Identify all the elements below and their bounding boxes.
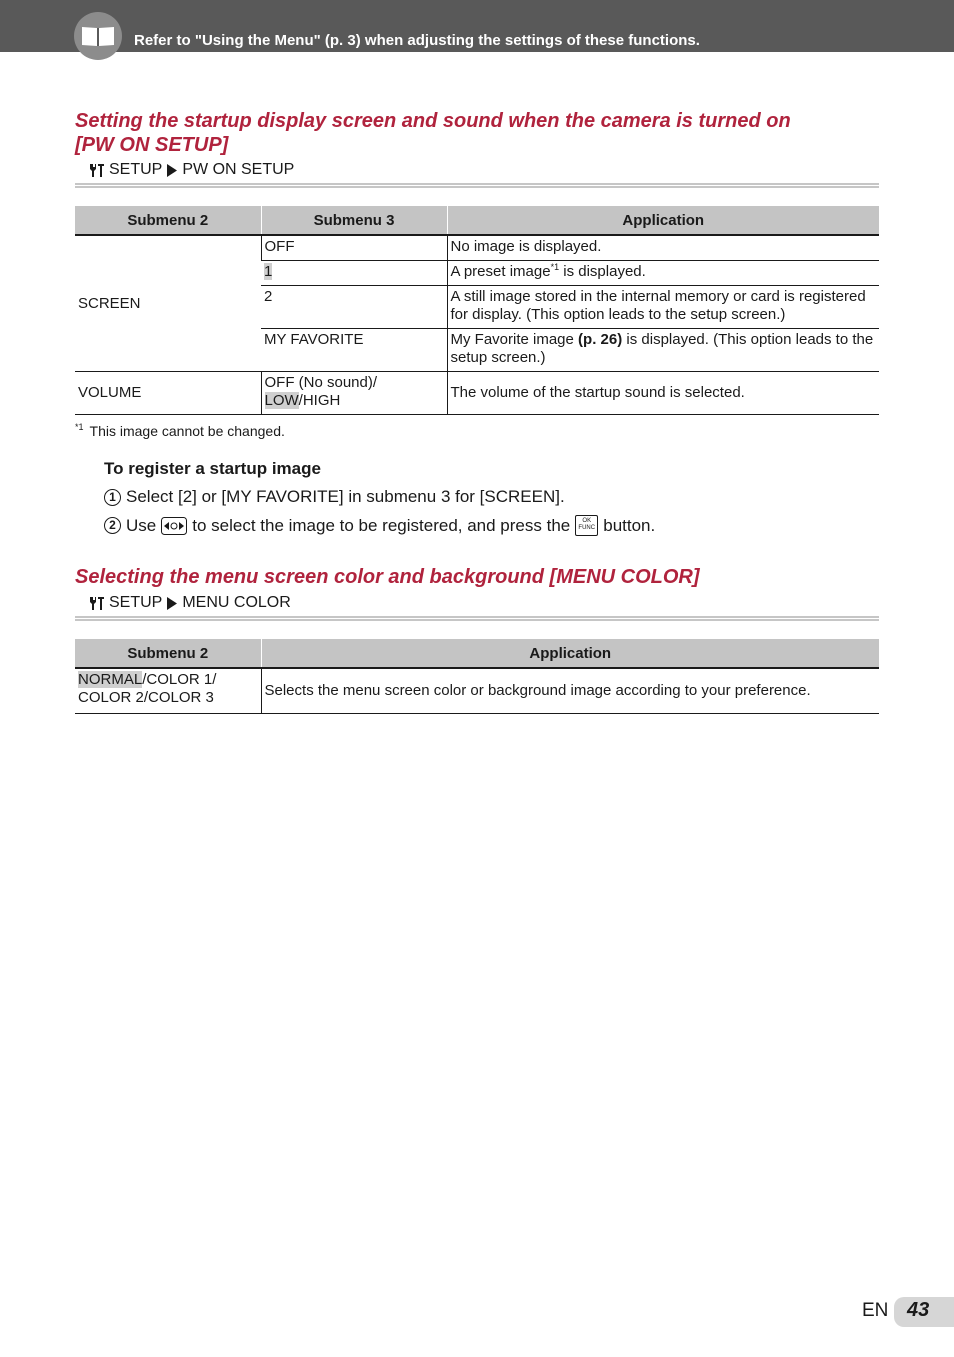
header-submenu2: Submenu 2	[75, 639, 261, 668]
path-item-label: PW ON SETUP	[182, 161, 295, 178]
option-my-favorite: MY FAVORITE	[261, 329, 447, 372]
step-1-number: 1	[104, 489, 121, 506]
header-submenu2: Submenu 2	[75, 206, 261, 235]
step-1-text: Select [2] or [MY FAVORITE] in submenu 3 for [SCREEN].	[126, 487, 565, 506]
volume-cell: VOLUME	[75, 372, 261, 415]
menu-path-pw-on-setup	[75, 161, 879, 188]
header-application: Application	[261, 639, 879, 668]
table-row	[75, 235, 879, 261]
color-options: NORMAL/COLOR 1/ COLOR 2/COLOR 3	[75, 668, 261, 714]
volume-desc: The volume of the startup sound is selected.	[447, 372, 879, 415]
path-setup-label: SETUP	[109, 594, 163, 611]
header-application: Application	[447, 206, 879, 235]
step-1	[104, 487, 565, 507]
section-title-pw-on-setup	[75, 109, 895, 157]
menu-reference-note: Refer to "Using the Menu" (p. 3) when adjusting the settings of these functions.	[134, 32, 700, 49]
language-label: EN	[862, 1300, 889, 1321]
volume-default: LOW	[264, 392, 299, 409]
table-row	[75, 668, 879, 714]
step-2-number: 2	[104, 517, 121, 534]
option-1-cell	[261, 261, 447, 286]
table-header-row	[75, 206, 879, 235]
setup-wrench-icon	[89, 163, 105, 178]
section-title-line1: Setting the startup display screen and sound when the camera is turned on	[75, 110, 791, 132]
color-default: NORMAL	[78, 671, 143, 688]
option-2: 2	[261, 286, 447, 329]
step-2	[104, 515, 655, 536]
ok-func-button-icon: OK FUNC	[575, 515, 598, 536]
top-banner	[0, 0, 954, 52]
option-off: OFF	[261, 235, 447, 261]
section-title-line2: [PW ON SETUP]	[75, 134, 229, 156]
table-header-row	[75, 639, 879, 668]
page-number: 43	[907, 1299, 930, 1321]
screen-cell: SCREEN	[75, 235, 261, 372]
volume-options: OFF (No sound)/ LOW/HIGH	[261, 372, 447, 415]
setup-wrench-icon	[89, 596, 105, 611]
option-2-desc: A still image stored in the internal memory or card is registered for display. (This option leads to the setup screen.)	[447, 286, 879, 329]
option-my-favorite-desc: My Favorite image (p. 26) is displayed. (This option leads to the setup screen.)	[447, 329, 879, 372]
menu-path-menu-color	[75, 594, 879, 621]
section-title-menu-color: Selecting the menu screen color and background [MENU COLOR]	[75, 566, 700, 588]
option-off-desc: No image is displayed.	[447, 235, 879, 261]
register-heading: To register a startup image	[104, 459, 321, 478]
footnote-ref: *1	[550, 262, 560, 272]
path-item-label: MENU COLOR	[182, 594, 291, 611]
step-2-text-pre: Use	[126, 515, 157, 535]
arrow-right-icon	[166, 597, 178, 610]
arrow-pad-icon	[161, 517, 187, 535]
path-setup-label: SETUP	[109, 161, 163, 178]
arrow-right-icon	[166, 164, 178, 177]
step-2-text-post: button.	[603, 515, 656, 535]
footnote	[75, 423, 285, 439]
table-row	[75, 372, 879, 415]
footnote-mark: *1	[75, 422, 84, 432]
page-reference: (p. 26)	[578, 331, 623, 348]
footnote-text: This image cannot be changed.	[89, 423, 285, 439]
book-icon	[74, 12, 122, 60]
color-desc: Selects the menu screen color or background image according to your preference.	[261, 668, 879, 714]
option-1-default: 1	[264, 263, 273, 280]
pw-on-setup-table	[75, 206, 879, 415]
header-submenu3: Submenu 3	[261, 206, 447, 235]
menu-color-table	[75, 639, 879, 714]
step-2-text-mid: to select the image to be registered, and press the	[192, 515, 571, 535]
option-1-desc: A preset image$^{*1}$ is displayed.	[447, 261, 879, 286]
